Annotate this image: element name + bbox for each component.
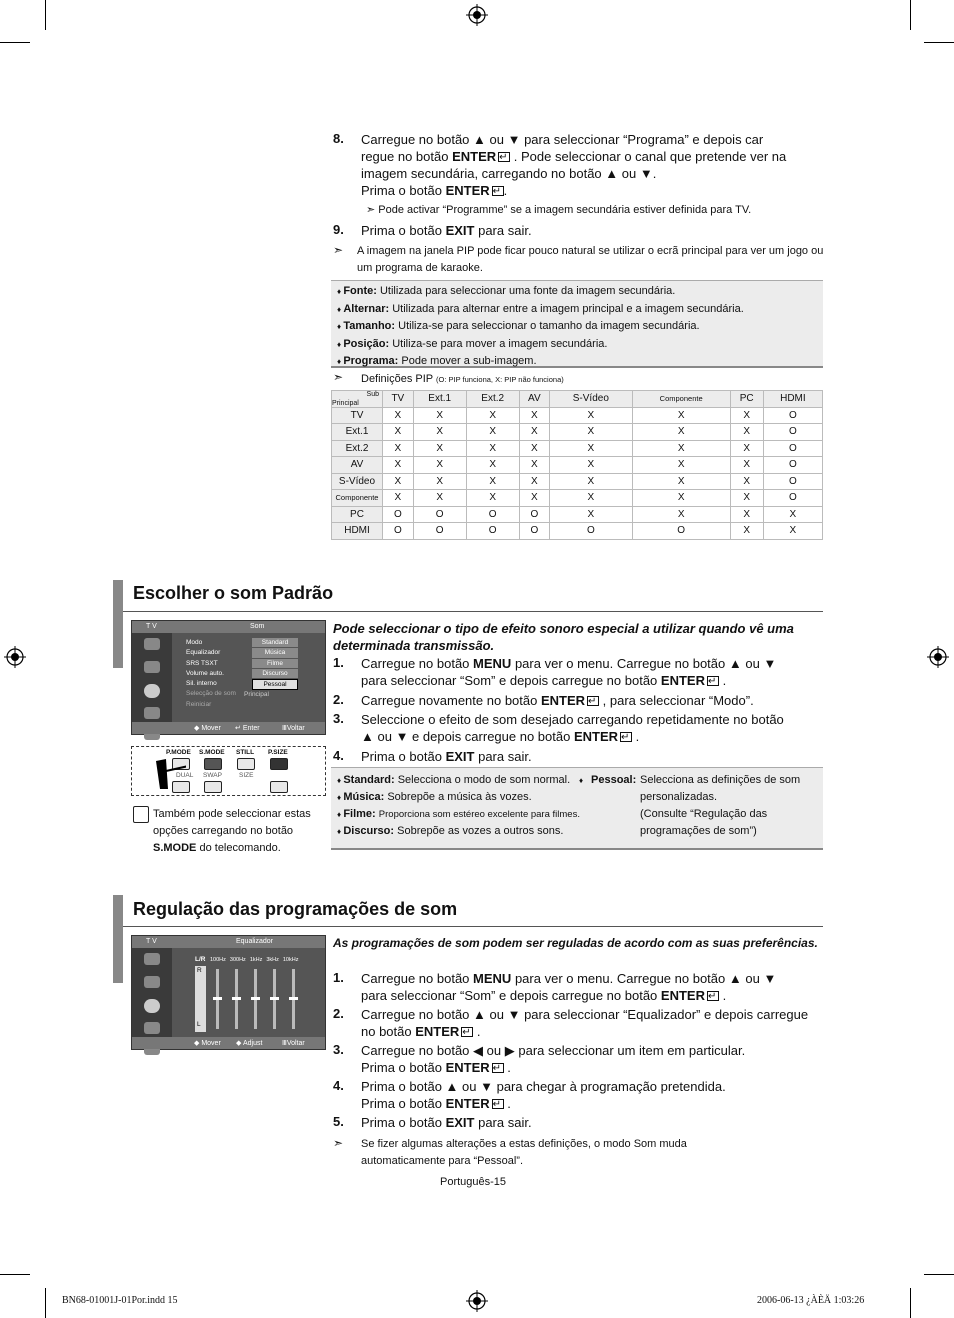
- table-cell: X: [383, 473, 414, 490]
- eq-step-4: Prima o botão ▲ ou ▼ para chegar à programação pretendida. Prima o botão ENTER↵ .: [361, 1078, 823, 1112]
- lr-balance-slider[interactable]: R L: [195, 966, 206, 1032]
- size-button[interactable]: [270, 781, 288, 793]
- registration-mark-icon: [927, 646, 949, 668]
- eq-slider-knob[interactable]: [270, 997, 279, 1000]
- sound-icon: [144, 999, 160, 1013]
- table-cell: X: [466, 457, 519, 474]
- print-slug-file: BN68-01001J-01Por.indd 15: [62, 1295, 178, 1306]
- table-cell: O: [466, 523, 519, 540]
- eq-band-slider[interactable]: [254, 969, 257, 1029]
- table-cell: X: [763, 523, 822, 540]
- step-number: 9.: [333, 222, 344, 237]
- tv-menu-sidebar: [132, 633, 172, 734]
- table-row: [332, 490, 823, 507]
- table-cell: X: [549, 473, 632, 490]
- table-cell: X: [730, 440, 763, 457]
- column-header: TV: [383, 391, 414, 408]
- note-arrow-icon: ➣: [333, 370, 344, 384]
- tv-menu-option[interactable]: Pessoal: [252, 679, 298, 690]
- tv-menu-header: T V Equalizador: [132, 936, 325, 948]
- smode-tip: Também pode seleccionar estas opções carregando no botão S.MODE do telecomando.: [153, 808, 311, 854]
- registration-mark-icon: [4, 646, 26, 668]
- sound-icon: [144, 684, 160, 698]
- table-cell: X: [730, 473, 763, 490]
- table-row: [332, 424, 823, 441]
- enter-icon: [587, 696, 599, 706]
- sound-step-4: Prima o botão EXIT para sair.: [361, 749, 532, 764]
- table-cell: X: [730, 506, 763, 523]
- pip-option-item: ♦ Tamanho: Utiliza-se para seleccionar o tamanho da imagem secundária.: [337, 318, 744, 336]
- table-cell: X: [549, 440, 632, 457]
- crop-mark: [0, 42, 30, 43]
- tv-menu-item[interactable]: Equalizador: [186, 649, 221, 657]
- table-row: [332, 440, 823, 457]
- eq-step-1: Carregue no botão MENU para ver o menu. Carregue no botão ▲ ou ▼ para seleccionar “Som” e depois carregue no botão ENTER↵ .: [361, 970, 823, 1004]
- tv-menu-option[interactable]: Discurso: [252, 669, 298, 678]
- table-cell: X: [519, 407, 549, 424]
- table-cell: X: [549, 407, 632, 424]
- pip-options-box: [331, 280, 823, 368]
- table-cell: O: [519, 506, 549, 523]
- table-cell: X: [549, 457, 632, 474]
- table-cell: X: [383, 424, 414, 441]
- tv-icon: [144, 661, 160, 673]
- table-cell: X: [413, 457, 466, 474]
- table-cell: O: [413, 506, 466, 523]
- step-number: 1.: [333, 970, 344, 985]
- tv-menu-item[interactable]: Reiniciar: [186, 700, 212, 708]
- registration-mark-icon: [466, 4, 488, 26]
- table-row: [332, 473, 823, 490]
- pip-option-item: ♦ Alternar: Utilizada para alternar entre a imagem principal e a imagem secundária.: [337, 301, 744, 319]
- pip-option-item: ♦ Posição: Utiliza-se para mover a imagem secundária.: [337, 336, 744, 354]
- pip-step-8: Carregue no botão ▲ ou ▼ para seleccionar “Programa” e depois car regue no botão ENTER↵ . Pode seleccionar o canal que pretende ver na imagem secundária, carregando no botão ▲ ou ▼. Prima o botão ENTER↵ .: [361, 131, 823, 199]
- table-cell: X: [519, 457, 549, 474]
- table-cell: X: [413, 490, 466, 507]
- row-header: Ext.2: [332, 440, 383, 457]
- remote-control-detail: P.MODE S.MODE STILL P.SIZE DUAL SWAP SIZE: [131, 746, 326, 796]
- eq-step-2: Carregue no botão ▲ ou ▼ para seleccionar “Equalizador” e depois carregue no botão ENTER↵ .: [361, 1006, 823, 1040]
- table-header-row: [332, 391, 823, 408]
- table-cell: X: [413, 424, 466, 441]
- table-cell: O: [383, 506, 414, 523]
- column-header: PC: [730, 391, 763, 408]
- channel-icon: [144, 1022, 160, 1034]
- enter-icon: [492, 1099, 504, 1109]
- pip-step-9: Prima o botão EXIT para sair.: [361, 223, 532, 238]
- table-cell: X: [632, 407, 730, 424]
- table-cell: X: [413, 440, 466, 457]
- eq-band-label: 10kHz: [282, 957, 299, 963]
- eq-slider-knob[interactable]: [232, 997, 241, 1000]
- psize-button[interactable]: [270, 758, 288, 770]
- section-title-sound-mode: Escolher o som Padrão: [133, 583, 334, 603]
- table-cell: X: [549, 424, 632, 441]
- step-number: 4.: [333, 1078, 344, 1093]
- page-number: Português-15: [440, 1176, 507, 1188]
- table-cell: X: [383, 490, 414, 507]
- pip-note-programme: ➣ Pode activar “Programme” se a imagem secundária estiver definida para TV.: [366, 204, 752, 216]
- pip-note: A imagem na janela PIP pode ficar pouco natural se utilizar o ecrã principal para ver um jogo ou um programa de karaoke.: [357, 245, 824, 274]
- tv-menu-item[interactable]: Selecção de som: [186, 690, 236, 698]
- step-number: 4.: [333, 748, 344, 763]
- column-header: S-Vídeo: [549, 391, 632, 408]
- pointer-arrow-icon: [154, 757, 186, 791]
- enter-icon: [498, 152, 510, 162]
- eq-band-labels: [210, 955, 302, 965]
- sound-step-3: Seleccione o efeito de som desejado carregando repetidamente no botão ▲ ou ▼ e depois carregue no botão ENTER↵ .: [361, 711, 823, 745]
- eq-step-3: Carregue no botão ◀ ou ▶ para seleccionar um item em particular. Prima o botão ENTER↵ .: [361, 1042, 823, 1076]
- sound-step-1: Carregue no botão MENU para ver o menu. Carregue no botão ▲ ou ▼ para seleccionar “Som” e depois carregue no botão ENTER↵ .: [361, 655, 823, 689]
- table-cell: X: [632, 506, 730, 523]
- table-cell: X: [466, 424, 519, 441]
- registration-mark-icon: [466, 1290, 488, 1312]
- sound-mode-option: ♦ Filme: Proporciona som estéreo excelente para filmes.: [337, 806, 582, 823]
- eq-slider-knob[interactable]: [251, 997, 260, 1000]
- eq-band-slider[interactable]: [273, 969, 276, 1029]
- table-cell: O: [466, 506, 519, 523]
- pip-option-item: ♦ Fonte: Utilizada para seleccionar uma fonte da imagem secundária.: [337, 283, 744, 301]
- eq-band-label: 1kHz: [249, 957, 263, 963]
- tv-menu-item[interactable]: SRS TSXT: [186, 659, 218, 667]
- row-header: AV: [332, 457, 383, 474]
- row-header: Componente: [332, 490, 383, 507]
- crop-mark: [910, 0, 911, 30]
- tv-menu-items: [186, 638, 236, 710]
- smode-button[interactable]: [204, 758, 222, 770]
- table-cell: O: [632, 523, 730, 540]
- table-row: [332, 523, 823, 540]
- sound-mode-option: ♦ Discurso: Sobrepõe as vozes a outros sons.: [337, 823, 582, 840]
- crop-mark: [45, 1288, 46, 1318]
- crop-mark: [924, 42, 954, 43]
- column-header: Componente: [632, 391, 730, 408]
- eq-band-slider[interactable]: [292, 969, 295, 1029]
- eq-band-label: 3kHz: [266, 957, 279, 963]
- table-corner-cell: Sub Principal: [332, 391, 383, 408]
- row-header: PC: [332, 506, 383, 523]
- sound-mode-intro: Pode seleccionar o tipo de efeito sonoro especial a utilizar quando vê uma determinada transmissão.: [333, 621, 794, 653]
- eq-slider-knob[interactable]: [213, 997, 222, 1000]
- crop-mark: [0, 1274, 30, 1275]
- table-cell: X: [383, 440, 414, 457]
- note-arrow-icon: ➣: [333, 243, 344, 257]
- step-number: 1.: [333, 655, 344, 670]
- table-cell: X: [730, 523, 763, 540]
- step-number: 2.: [333, 692, 344, 707]
- section-marker: [113, 895, 123, 983]
- crop-mark: [924, 1274, 954, 1275]
- step-number: 3.: [333, 711, 344, 726]
- row-header: TV: [332, 407, 383, 424]
- still-button[interactable]: [237, 758, 255, 770]
- table-cell: X: [519, 440, 549, 457]
- table-cell: X: [632, 473, 730, 490]
- table-cell: X: [549, 490, 632, 507]
- section-divider: [123, 926, 823, 927]
- table-cell: O: [763, 407, 822, 424]
- eq-step-5: Prima o botão EXIT para sair.: [361, 1115, 532, 1130]
- crop-mark: [910, 1288, 911, 1318]
- enter-icon: [620, 732, 632, 742]
- picture-icon: [144, 638, 160, 650]
- tv-menu-footer: ◆ Mover ◆ Adjust ⅢVoltar: [132, 1037, 325, 1049]
- tv-icon: [144, 976, 160, 988]
- section-title-equalizer: Regulação das programações de som: [133, 899, 458, 919]
- tv-menu-option[interactable]: Filme: [252, 659, 298, 668]
- section-marker: [113, 580, 123, 668]
- table-row: [332, 506, 823, 523]
- table-cell: X: [413, 473, 466, 490]
- table-cell: X: [549, 506, 632, 523]
- tv-sound-menu-screenshot: T V Som Modo Equalizador SRS TSXT Volume auto. Sil. interno Selecção de som Reiniciar Standard Música Filme Discurso Pessoal Principal ◆ Mover ↵ Enter ⅢVoltar: [131, 620, 326, 735]
- section-divider: [123, 611, 823, 612]
- remote-tip-icon: [133, 806, 149, 823]
- row-header: HDMI: [332, 523, 383, 540]
- pip-settings-table: [331, 390, 823, 540]
- equalizer-note: Se fizer algumas alterações a estas definições, o modo Som muda automaticamente para “Pessoal”.: [361, 1138, 687, 1167]
- table-cell: X: [632, 424, 730, 441]
- step-number: 3.: [333, 1042, 344, 1057]
- table-cell: X: [632, 490, 730, 507]
- enter-icon: [707, 991, 719, 1001]
- table-cell: X: [730, 457, 763, 474]
- enter-icon: [707, 676, 719, 686]
- crop-mark: [45, 0, 46, 30]
- column-header: Ext.1: [413, 391, 466, 408]
- sound-mode-option: ♦ Música: Sobrepõe a música às vozes.: [337, 789, 582, 806]
- tv-menu-footer: ◆ Mover ↵ Enter ⅢVoltar: [132, 722, 325, 734]
- table-cell: X: [519, 473, 549, 490]
- channel-icon: [144, 707, 160, 719]
- note-arrow-icon: ➣: [333, 1136, 344, 1150]
- step-number: 8.: [333, 131, 344, 146]
- table-cell: X: [632, 457, 730, 474]
- table-cell: X: [519, 490, 549, 507]
- table-cell: X: [466, 490, 519, 507]
- enter-icon: [492, 1063, 504, 1073]
- column-header: HDMI: [763, 391, 822, 408]
- table-cell: O: [763, 440, 822, 457]
- table-cell: X: [466, 473, 519, 490]
- table-cell: X: [466, 407, 519, 424]
- column-header: Ext.2: [466, 391, 519, 408]
- enter-icon: [461, 1027, 473, 1037]
- eq-slider-knob[interactable]: [289, 997, 298, 1000]
- enter-icon: [492, 186, 504, 196]
- swap-button[interactable]: [204, 781, 222, 793]
- table-cell: X: [730, 407, 763, 424]
- table-cell: O: [763, 457, 822, 474]
- print-slug-date: 2006-06-13 ¿ÀÈÄ 1:03:26: [757, 1295, 865, 1306]
- table-cell: X: [519, 424, 549, 441]
- step-number: 5.: [333, 1114, 344, 1129]
- tv-menu-header: T V Som: [132, 621, 325, 633]
- table-cell: O: [519, 523, 549, 540]
- table-cell: O: [763, 490, 822, 507]
- pip-option-item: ♦ Programa: Pode mover a sub-imagem.: [337, 353, 744, 371]
- step-number: 2.: [333, 1006, 344, 1021]
- table-cell: O: [549, 523, 632, 540]
- table-cell: X: [383, 457, 414, 474]
- table-cell: X: [466, 440, 519, 457]
- sound-step-2: Carregue novamente no botão ENTER↵ , para seleccionar “Modo”.: [361, 692, 823, 709]
- table-cell: X: [383, 407, 414, 424]
- note-arrow-icon: ➣: [366, 204, 376, 216]
- equalizer-intro: As programações de som podem ser reguladas de acordo com as suas preferências.: [333, 936, 818, 950]
- eq-band-label: 300Hz: [229, 957, 246, 963]
- eq-band-slider[interactable]: [235, 969, 238, 1029]
- row-header: Ext.1: [332, 424, 383, 441]
- tv-menu-sidebar: [132, 948, 172, 1049]
- sound-mode-options-box: ♦ Standard: Selecciona o modo de som normal. ♦ Música: Sobrepõe a música às vozes. ♦ Filme: Proporciona som estéreo excelente para filmes. ♦ Discurso: Sobrepõe as vozes a outros sons. ♦ Pessoal: Selecciona as definições de som personalizadas. (Consulte “Regulação das programações de som”): [331, 767, 823, 850]
- table-cell: X: [730, 490, 763, 507]
- table-cell: X: [632, 440, 730, 457]
- table-cell: X: [730, 424, 763, 441]
- table-row: [332, 407, 823, 424]
- pip-table-heading: Definições PIP (O: PIP funciona, X: PIP não funciona): [361, 373, 564, 385]
- tv-menu-item[interactable]: Sil. interno: [186, 680, 217, 688]
- table-cell: O: [763, 473, 822, 490]
- tv-menu-option[interactable]: Standard: [252, 638, 298, 647]
- tv-equalizer-screenshot: T V Equalizador L/R 100Hz 300Hz 1kHz 3kHz 10kHz R L ◆ Mover ◆ Adjust ⅢVoltar: [131, 935, 326, 1050]
- sound-mode-option: ♦ Standard: Selecciona o modo de som normal.: [337, 772, 582, 789]
- row-header: S-Vídeo: [332, 473, 383, 490]
- table-cell: O: [763, 424, 822, 441]
- table-cell: X: [763, 506, 822, 523]
- tv-menu-item[interactable]: Modo: [186, 639, 203, 646]
- picture-icon: [144, 953, 160, 965]
- tv-menu-item[interactable]: Volume auto.: [186, 669, 224, 677]
- table-row: [332, 457, 823, 474]
- table-cell: O: [413, 523, 466, 540]
- eq-band-label: 100Hz: [210, 957, 226, 963]
- table-cell: X: [413, 407, 466, 424]
- column-header: AV: [519, 391, 549, 408]
- tv-menu-option[interactable]: Música: [252, 648, 298, 657]
- table-cell: O: [383, 523, 414, 540]
- eq-band-slider[interactable]: [216, 969, 219, 1029]
